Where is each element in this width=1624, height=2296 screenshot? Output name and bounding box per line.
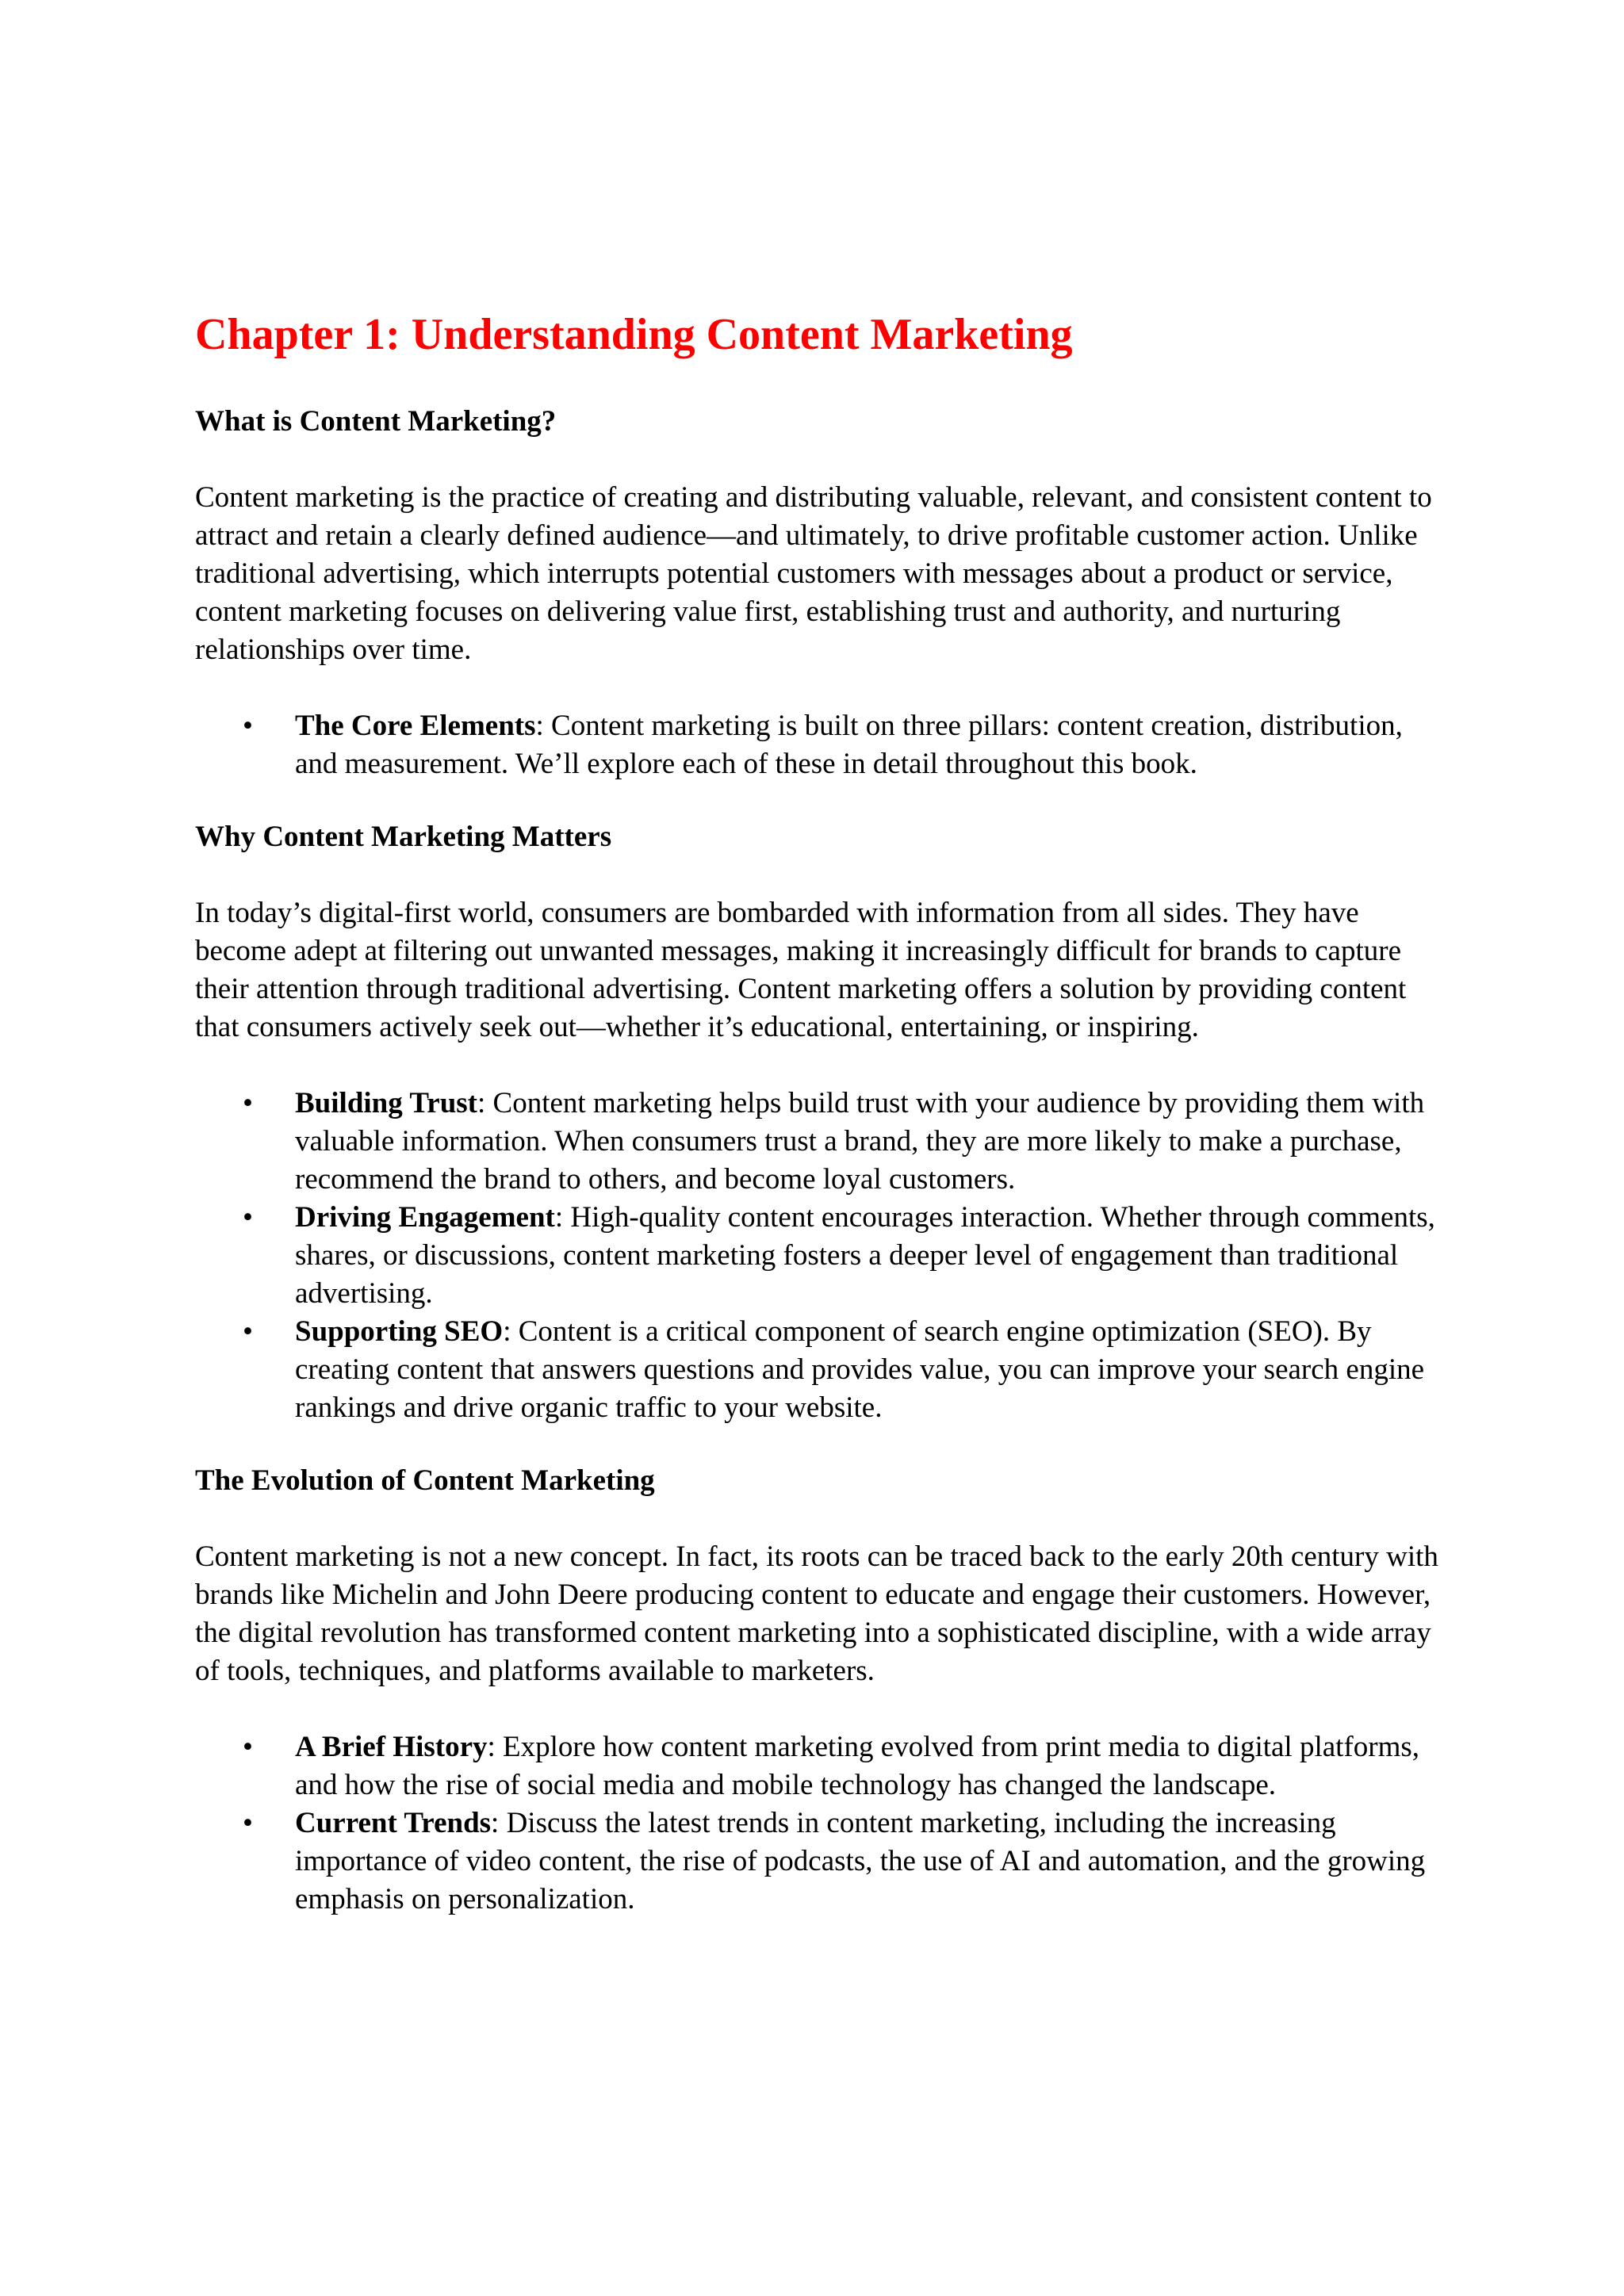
section-heading: Why Content Marketing Matters bbox=[195, 821, 612, 853]
bullet-list bbox=[195, 707, 1448, 783]
bullet-item bbox=[195, 707, 1448, 783]
bullet-icon: • bbox=[243, 1807, 253, 1839]
bullet-term: Supporting SEO bbox=[295, 1315, 504, 1348]
section-paragraph: In today’s digital-first world, consumers are bombarded with information from all sides. They have become adept at filtering out unwanted messages, making it increasingly difficult for brands to capture their attention through traditional advertising. Content marketing offers a solution by providing content that consumers actively seek out—whether it’s educational, entertaining, or inspiring. bbox=[195, 897, 1407, 1043]
bullet-item bbox=[195, 1085, 1448, 1199]
section-heading: The Evolution of Content Marketing bbox=[195, 1464, 655, 1497]
bullet-text: : Content marketing is built on three pillars: content creation, distribution, and measurement. We’ll explore each of these in detail throughout this book. bbox=[295, 710, 1403, 780]
bullet-term: A Brief History bbox=[295, 1731, 488, 1763]
bullet-icon: • bbox=[243, 1731, 253, 1763]
section-what-is-content-marketing bbox=[195, 403, 1448, 783]
bullet-text: : High-quality content encourages interaction. Whether through comments, shares, or discussions, content marketing fosters a deeper level of engagement than traditional advertising. bbox=[295, 1201, 1435, 1310]
bullet-term: Building Trust bbox=[295, 1087, 477, 1119]
section-why-content-marketing-matters bbox=[195, 818, 1448, 1427]
document-page bbox=[195, 309, 1448, 1919]
bullet-term: Driving Engagement bbox=[295, 1201, 555, 1234]
bullet-list bbox=[195, 1085, 1448, 1427]
bullet-item bbox=[195, 1728, 1448, 1804]
section-paragraph: Content marketing is the practice of creating and distributing valuable, relevant, and consistent content to attract and retain a clearly defined audience—and ultimately, to drive profitable customer action. Unlike traditional advertising, which interrupts potential customers with messages about a product or service, content marketing focuses on delivering value first, establishing trust and authority, and nurturing relationships over time. bbox=[195, 481, 1432, 666]
bullet-icon: • bbox=[243, 1201, 253, 1234]
chapter-title: Chapter 1: Understanding Content Marketing bbox=[195, 310, 1073, 359]
bullet-icon: • bbox=[243, 710, 253, 742]
section-heading: What is Content Marketing? bbox=[195, 405, 557, 438]
section-evolution-of-content-marketing bbox=[195, 1462, 1448, 1919]
bullet-icon: • bbox=[243, 1087, 253, 1119]
bullet-item bbox=[195, 1313, 1448, 1427]
bullet-icon: • bbox=[243, 1315, 253, 1348]
bullet-text: : Explore how content marketing evolved from print media to digital platforms, and how the rise of social media and mobile technology has changed the landscape. bbox=[295, 1731, 1420, 1801]
bullet-item bbox=[195, 1199, 1448, 1313]
bullet-text: : Content is a critical component of search engine optimization (SEO). By creating content that answers questions and provides value, you can improve your search engine rankings and drive organic traffic to your website. bbox=[295, 1315, 1425, 1424]
bullet-term: The Core Elements bbox=[295, 710, 536, 742]
bullet-text: : Content marketing helps build trust with your audience by providing them with valuable information. When consumers trust a brand, they are more likely to make a purchase, recommend the brand to others, and become loyal customers. bbox=[295, 1087, 1425, 1196]
section-paragraph: Content marketing is not a new concept. In fact, its roots can be traced back to the early 20th century with brands like Michelin and John Deere producing content to educate and engage their customers. However, the digital revolution has transformed content marketing into a sophisticated discipline, with a wide array of tools, techniques, and platforms available to marketers. bbox=[195, 1540, 1438, 1687]
bullet-term: Current Trends bbox=[295, 1807, 492, 1839]
bullet-list bbox=[195, 1728, 1448, 1919]
bullet-item bbox=[195, 1804, 1448, 1919]
bullet-text: : Discuss the latest trends in content marketing, including the increasing importance of video content, the rise of podcasts, the use of AI and automation, and the growing emphasis on personalization. bbox=[295, 1807, 1426, 1915]
